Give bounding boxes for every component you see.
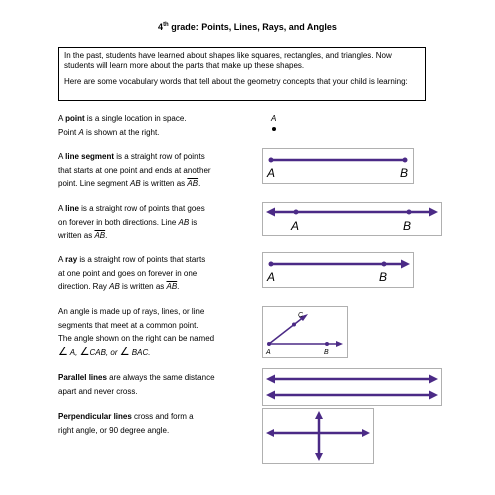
segment-notation: $\overline{AB}$	[187, 179, 199, 188]
segment-post: is a straight row of points	[114, 152, 205, 161]
ray-label-a: A	[267, 270, 276, 284]
point-figure	[262, 112, 286, 136]
ray-figure	[262, 252, 414, 288]
perpendicular-l2: right angle, or 90 degree angle.	[58, 425, 170, 435]
ray-l3v: AB	[109, 282, 120, 291]
segment-label-b: B	[400, 166, 409, 180]
ray-l3c: .	[177, 282, 180, 291]
point-post: is a single location in space.	[84, 114, 187, 123]
intro-box	[58, 47, 426, 101]
ray-post: is a straight row of points that starts	[77, 255, 206, 264]
segment-definition	[58, 150, 256, 191]
segment-l3c: .	[198, 179, 201, 188]
line-l3a: written as	[58, 231, 95, 240]
point-dot	[272, 127, 276, 131]
angle-l4a: A,	[67, 347, 80, 357]
line-notation: $\overline{AB}$	[94, 231, 106, 240]
segment-pre: A	[58, 152, 66, 161]
point-pre: A	[58, 114, 66, 123]
point-l2v: A	[78, 127, 84, 137]
title-grade-suffix: th	[163, 22, 169, 28]
point-term: point	[65, 114, 85, 123]
perpendicular-definition	[58, 410, 256, 437]
line-point-b	[407, 210, 412, 215]
segment-endpoint-b	[403, 158, 408, 163]
point-label: A	[271, 114, 277, 123]
angle-label-a: A	[266, 349, 271, 356]
line-label-b: B	[403, 219, 412, 233]
perpendicular-arrow-down	[315, 453, 323, 461]
intro-paragraph-2: Here are some vocabulary words that tell about the geometry concepts that your child is learning:	[64, 77, 408, 86]
parallel-line-1-arrow-left	[266, 375, 275, 384]
segment-term: line segment	[65, 152, 115, 161]
angle-arrow-b	[336, 341, 343, 347]
line-l2a: on forever in both directions. Line	[58, 217, 179, 227]
parallel-line-2-arrow-right	[429, 391, 438, 400]
angle-point-b	[325, 342, 329, 346]
segment-l2: that starts at one point and ends at another	[58, 165, 211, 175]
title-grade-number: 4	[158, 22, 164, 32]
parallel-post: are always the same distance	[106, 373, 215, 382]
ray-notation: $\overline{AB}$	[166, 282, 178, 291]
segment-endpoint-a	[269, 158, 274, 163]
angle-point-c	[292, 323, 296, 327]
angle-label-b: B	[324, 349, 329, 356]
angle-l4b: CAB, or	[89, 347, 120, 357]
line-arrow-right	[429, 208, 438, 217]
ray-pre: A	[58, 255, 66, 264]
parallel-figure	[262, 368, 442, 406]
angle-label-c: C	[298, 312, 304, 319]
point-definition	[58, 112, 256, 139]
ray-point-b	[382, 262, 387, 267]
parallel-term: Parallel lines	[58, 373, 107, 382]
parallel-definition	[58, 371, 256, 398]
line-l3c: .	[105, 231, 108, 240]
perpendicular-arrow-up	[315, 411, 323, 419]
perpendicular-arrow-right	[362, 429, 370, 437]
ray-l2: at one point and goes on forever in one	[58, 268, 198, 278]
perpendicular-post: cross and form a	[131, 412, 194, 421]
angle-vertex-a	[267, 342, 271, 346]
line-pre: A	[58, 204, 66, 213]
line-term: line	[65, 204, 79, 213]
ray-endpoint-a	[269, 262, 274, 267]
perpendicular-term: Perpendicular lines	[58, 412, 132, 421]
ray-term: ray	[65, 255, 78, 264]
line-definition	[58, 202, 256, 243]
angle-figure	[262, 306, 348, 358]
parallel-line-1-arrow-right	[429, 375, 438, 384]
point-l2a: Point	[58, 127, 79, 137]
ray-label-b: B	[379, 270, 388, 284]
ray-l3b: is written as	[119, 282, 167, 291]
line-label-a: A	[291, 219, 300, 233]
angle-l2: segments that meet at a common point.	[58, 320, 199, 330]
angle-l3: The angle shown on the right can be named	[58, 334, 215, 343]
line-figure	[262, 202, 442, 236]
line-arrow-left	[266, 208, 275, 217]
parallel-l2: apart and never cross.	[58, 386, 138, 396]
segment-l3a: point. Line segment	[58, 179, 131, 188]
line-l2b: is	[189, 217, 198, 227]
segment-figure	[262, 148, 414, 184]
perpendicular-figure	[262, 408, 374, 464]
line-point-a	[294, 210, 299, 215]
angle-symbol-1: ∠	[58, 345, 68, 358]
parallel-line-2-arrow-left	[266, 391, 275, 400]
segment-l3v: AB	[130, 179, 141, 188]
angle-definition	[58, 305, 256, 359]
angle-symbol-2: ∠	[79, 345, 90, 358]
page-title	[0, 22, 495, 32]
ray-definition	[58, 253, 256, 294]
perpendicular-arrow-left	[266, 429, 274, 437]
title-text: grade: Points, Lines, Rays, and Angles	[168, 22, 337, 32]
angle-ray-ac	[269, 316, 305, 344]
intro-paragraph-1: In the past, students have learned about shapes like squares, rectangles, and triangles. Now students will learn more about the parts that make up these shapes.	[64, 51, 392, 70]
segment-label-a: A	[267, 166, 276, 180]
angle-symbol-3: ∠	[119, 345, 130, 358]
point-l2b: is shown at the right.	[83, 127, 160, 137]
line-post: is a straight row of points that goes	[78, 204, 205, 213]
ray-arrow-right	[401, 260, 410, 269]
ray-l3a: direction. Ray	[58, 282, 110, 291]
angle-l1: An angle is made up of rays, lines, or line	[58, 307, 205, 316]
segment-l3b: is written as	[140, 179, 188, 188]
line-l2v: AB	[178, 217, 190, 227]
angle-l4c: BAC.	[129, 347, 151, 357]
